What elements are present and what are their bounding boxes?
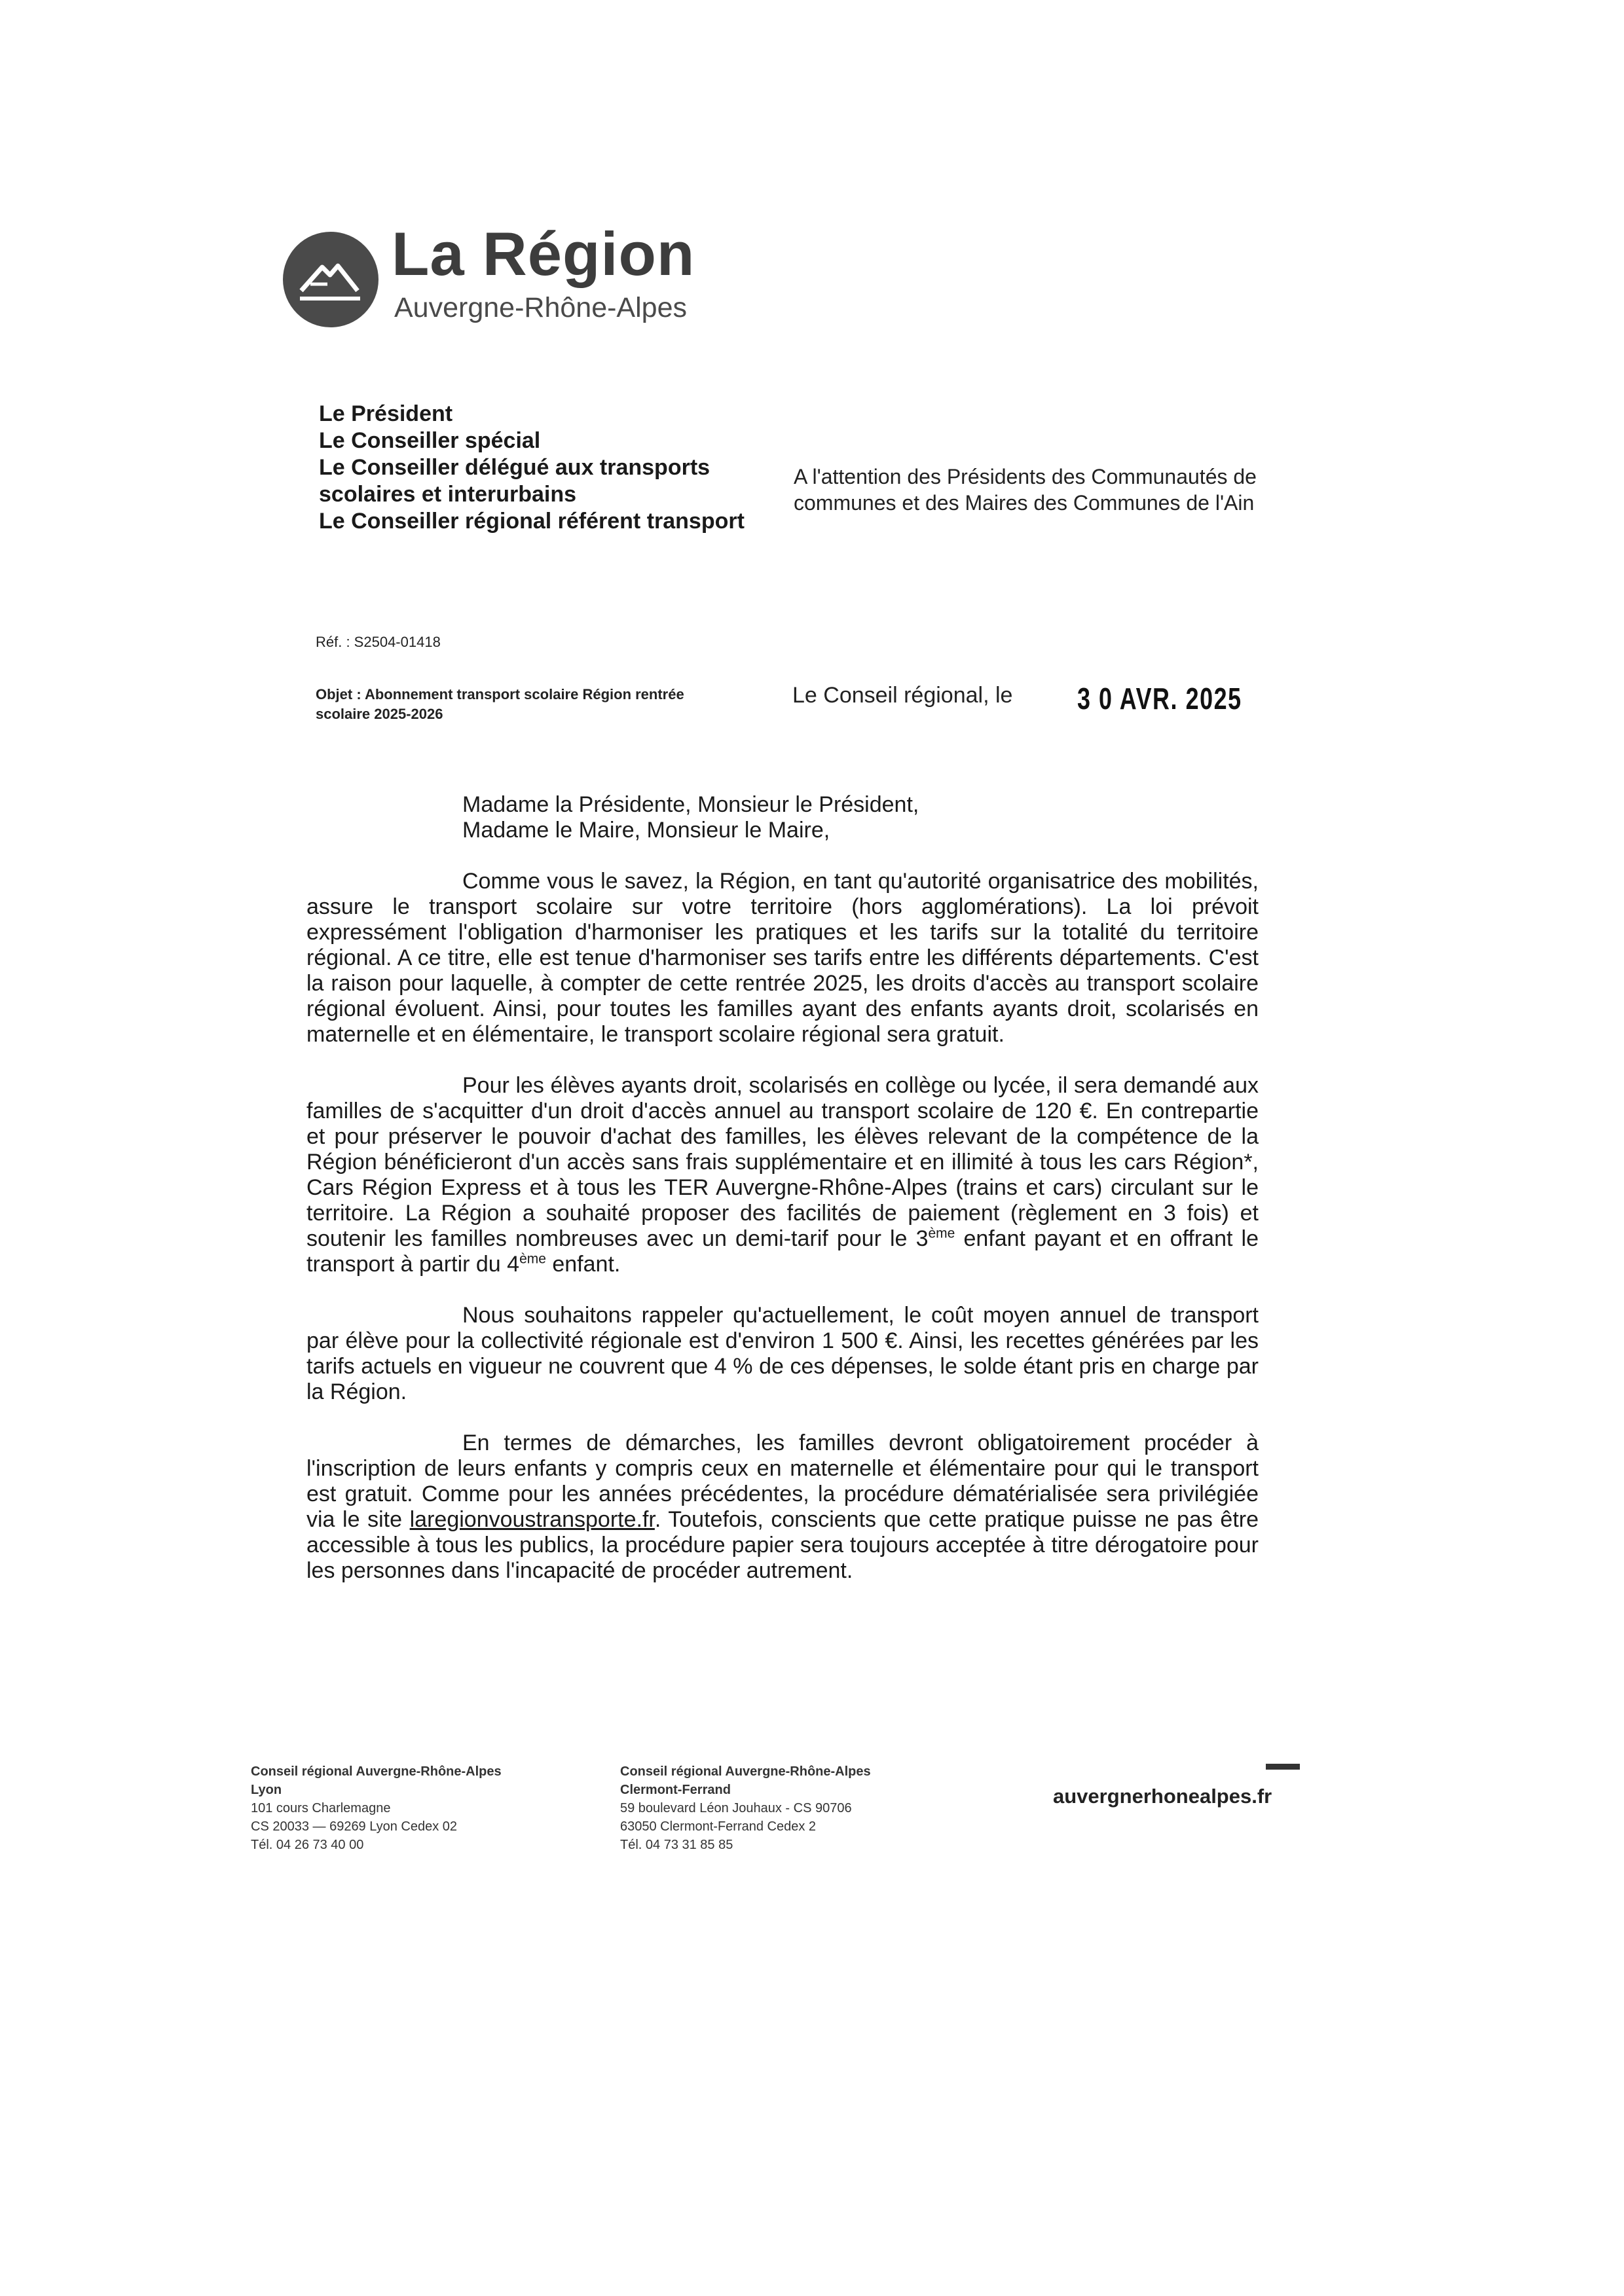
paragraph-3: Nous souhaitons rappeler qu'actuellement, le coût moyen annuel de transport par élève pour la collectivité régionale est d'environ 1 500 €. Ainsi, les recettes générées par les tarifs actuels en vigueur ne couvrent que 4 % de ces dépenses, le solde étant pris en charge par la Région. [306,1303,1259,1404]
footer-divider [1266,1764,1300,1770]
place-line: Le Conseil régional, le [792,683,1013,708]
footer-address-clermont [620,1762,934,1854]
footer-address-line: 59 boulevard Léon Jouhaux - CS 90706 [620,1801,852,1815]
signatory: Le Conseiller spécial [319,428,541,453]
footer-website[interactable]: auvergnerhonealpes.fr [1053,1785,1272,1808]
paragraph-1: Comme vous le savez, la Région, en tant qu'autorité organisatrice des mobilités, assure le transport scolaire sur votre territoire (hors agglomérations). La loi prévoit expressément l'obligation d'harmoniser les pratiques et les tarifs sur la totalité du territoire régional. A ce titre, elle est tenue d'harmoniser ses tarifs entre les différents départements. C'est la raison pour laquelle, à compter de cette rentrée 2025, les droits d'accès au transport scolaire régional évoluent. Ainsi, pour toutes les familles ayant des enfants ayants droit, scolarisés en maternelle et en élémentaire, le transport scolaire régional sera gratuit. [306,869,1259,1047]
footer-city: Clermont-Ferrand [620,1783,731,1797]
date-stamp: 3 0 AVR. 2025 [1077,682,1242,716]
letter-subject: Objet : Abonnement transport scolaire Région rentrée scolaire 2025-2026 [316,686,684,722]
letter-body [306,792,1259,1584]
salutation-line: Madame le Maire, Monsieur le Maire, [462,818,830,843]
footer-address-line: CS 20033 — 69269 Lyon Cedex 02 [251,1819,458,1834]
recipient-address: A l'attention des Présidents des Communautés de communes et des Maires des Communes de l'Ain [794,465,1257,515]
region-logo-icon [282,230,380,329]
signatory: Le Conseiller délégué aux transports scolaires et interurbains [319,455,710,507]
salutation-line: Madame la Présidente, Monsieur le Président, [462,792,919,817]
footer-address-lyon [251,1762,565,1854]
footer-address-line: 63050 Clermont-Ferrand Cedex 2 [620,1819,817,1834]
footer-phone: Tél. 04 73 31 85 85 [620,1838,733,1852]
footer-org-name: Conseil régional Auvergne-Rhône-Alpes [251,1764,502,1779]
signatory: Le Conseiller régional référent transport [319,509,745,534]
region-logo [282,219,760,334]
footer-phone: Tél. 04 26 73 40 00 [251,1838,364,1852]
footer-org-name: Conseil régional Auvergne-Rhône-Alpes [620,1764,871,1779]
logo-title: La Région [392,219,695,288]
reference-number: Réf. : S2504-01418 [316,634,441,650]
signatory: Le Président [319,401,453,426]
paragraph-4: En termes de démarches, les familles devront obligatoirement procéder à l'inscription de leurs enfants y compris ceux en maternelle et élémentaire pour qui le transport est gratuit. Comme pour les années précédentes, la procédure dématérialisée sera privilégiée via le site laregionvoustransporte.fr. Toutefois, conscients que cette pratique puisse ne pas être accessible à tous les publics, la procédure papier sera toujours acceptée à titre dérogatoire pour les personnes dans l'incapacité de procéder autrement. [306,1430,1259,1583]
signatories-block [319,401,764,535]
paragraph-2: Pour les élèves ayants droit, scolarisés en collège ou lycée, il sera demandé aux familles de s'acquitter d'un droit d'accès annuel au transport scolaire de 120 €. En contrepartie et pour préserver le pouvoir d'achat des familles, les élèves relevant de la compétence de la Région bénéficieront d'un accès sans frais supplémentaire et en illimité à tous les cars Région*, Cars Région Express et à tous les TER Auvergne-Rhône-Alpes (trains et cars) circulant sur le territoire. La Région a souhaité proposer des facilités de paiement (règlement en 3 fois) et soutenir les familles nombreuses avec un demi-tarif pour le 3ème enfant payant et en offrant le transport à partir du 4ème enfant. [306,1073,1259,1277]
logo-subtitle: Auvergne-Rhône-Alpes [394,292,687,323]
website-link[interactable]: laregionvoustransporte.fr [409,1507,655,1532]
footer-address-line: 101 cours Charlemagne [251,1801,391,1815]
footer-city: Lyon [251,1783,282,1797]
